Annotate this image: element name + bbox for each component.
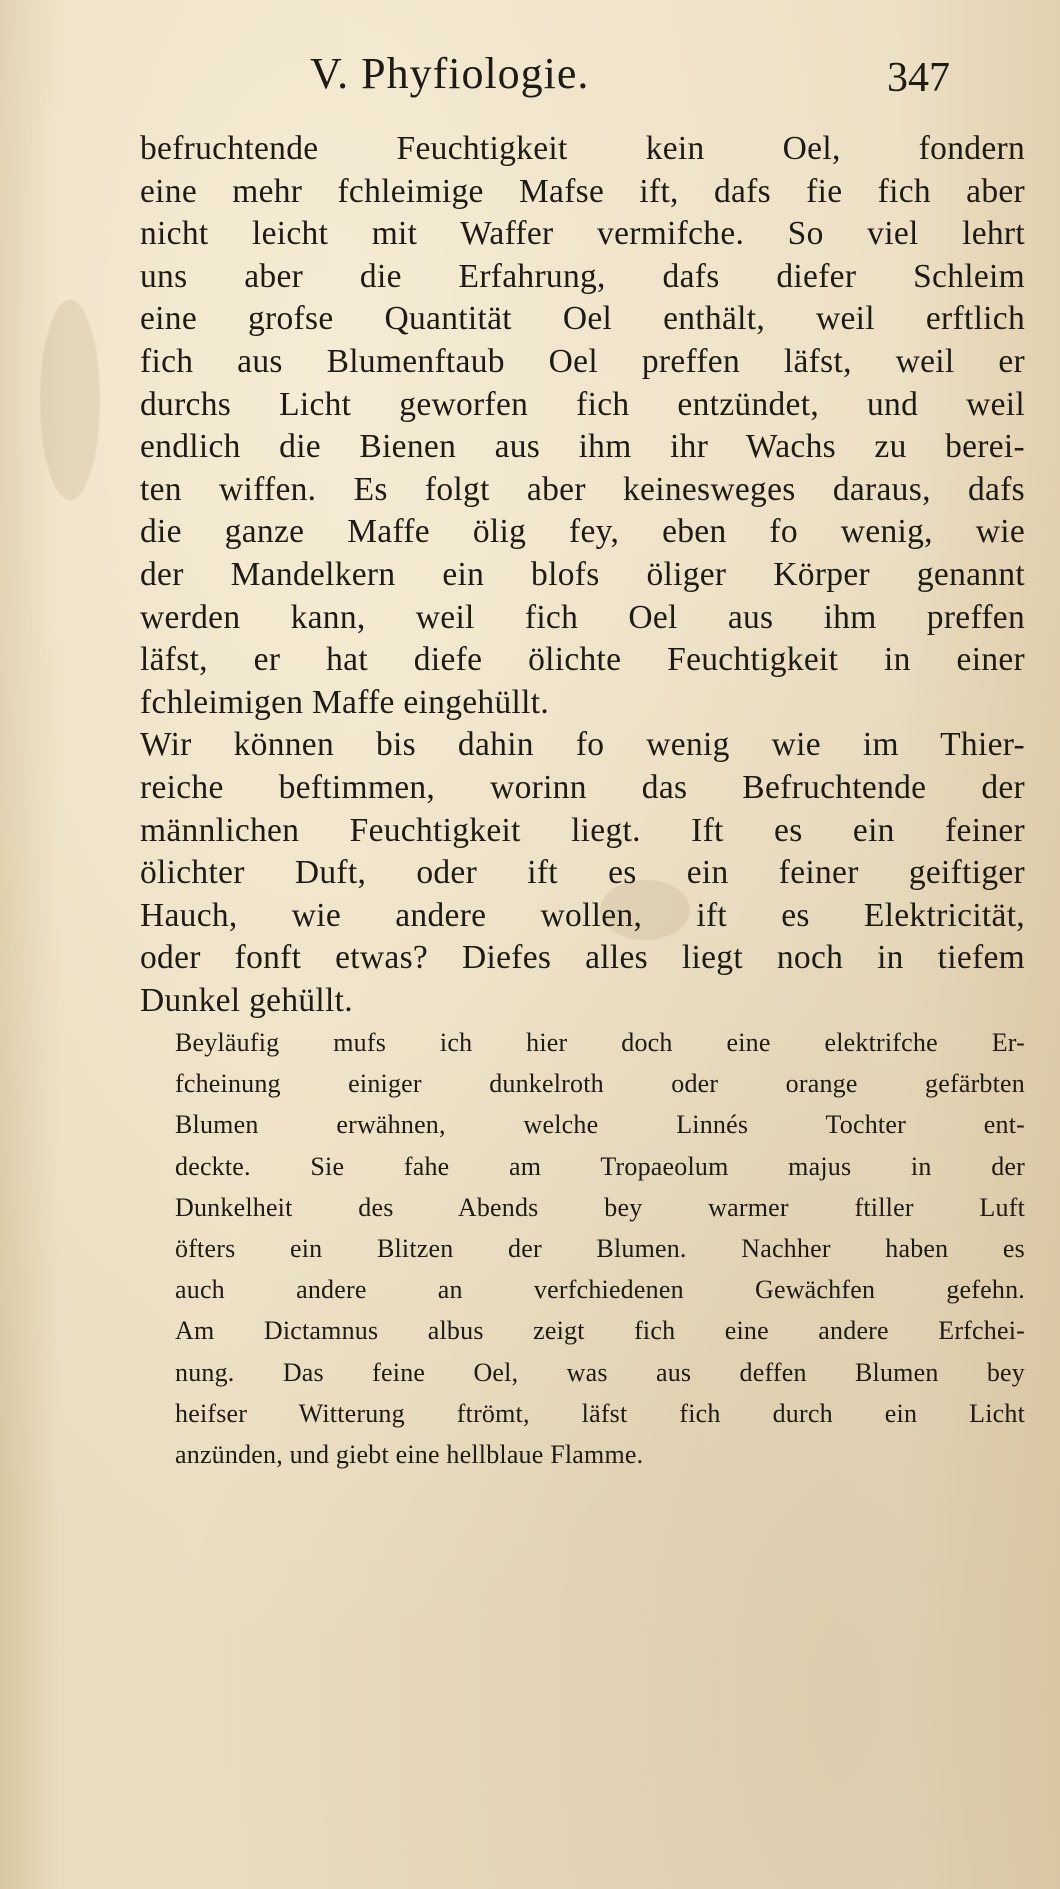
footnote-line: öfters ein Blitzen der Blumen. Nachher haben es (175, 1233, 1025, 1263)
paper-stain (40, 300, 100, 500)
footnote (175, 1022, 1025, 1475)
footnote-line: Am Dictamnus albus zeigt fich eine andere Erfchei- (175, 1316, 1025, 1346)
text-line: befruchtende Feuchtigkeit kein Oel, fondern (140, 130, 1025, 167)
text-line: eine mehr fchleimige Mafse ift, dafs fie fich aber (140, 172, 1025, 210)
text-line: durchs Licht geworfen fich entzündet, und weil (140, 385, 1025, 423)
text-line: uns aber die Erfahrung, dafs diefer Schleim (140, 257, 1025, 295)
text-line: oder fonft etwas? Diefes alles liegt noch in tiefem (140, 939, 1025, 977)
text-line: der Mandelkern ein blofs öliger Körper genannt (140, 555, 1025, 593)
footnote-line: Blumen erwähnen, welche Linnés Tochter ent- (175, 1110, 1025, 1140)
running-head: V. Phyfiologie. (310, 49, 590, 98)
text-line: Wir können bis dahin fo wenig wie im Thier- (140, 726, 1025, 764)
text-line: Hauch, wie andere wollen, ift es Elektricität, (140, 896, 1025, 934)
text-line: fich aus Blumenftaub Oel preffen läfst, weil er (140, 342, 1025, 380)
text-line: reiche beftimmen, worinn das Befruchtende der (140, 768, 1025, 806)
footnote-line: fcheinung einiger dunkelroth oder orange gefärbten (175, 1069, 1025, 1099)
text-line: die ganze Maffe ölig fey, eben fo wenig, wie (140, 513, 1025, 551)
text-line: fchleimigen Maffe eingehüllt. (140, 683, 550, 721)
footnote-line: anzünden, und giebt eine hellblaue Flamme. (175, 1439, 644, 1469)
footnote-line: auch andere an verfchiedenen Gewächfen gefehn. (175, 1275, 1025, 1305)
text-line: Dunkel gehüllt. (140, 981, 353, 1019)
footnote-line: nung. Das feine Oel, was aus deffen Blumen bey (175, 1357, 1025, 1387)
page-number: 347 (887, 55, 950, 101)
text-line: werden kann, weil fich Oel aus ihm preffen (140, 598, 1025, 636)
text-line: männlichen Feuchtigkeit liegt. Ift es ein feiner (140, 811, 1025, 849)
text-line: eine grofse Quantität Oel enthält, weil erftlich (140, 300, 1025, 338)
main-text (140, 128, 1025, 1022)
footnote-line: heifser Witterung ftrömt, läfst fich durch ein Licht (175, 1398, 1025, 1428)
text-line: nicht leicht mit Waffer vermifche. So viel lehrt (140, 215, 1025, 253)
footnote-line: Dunkelheit des Abends bey warmer ftiller Luft (175, 1192, 1025, 1222)
text-line: ten wiffen. Es folgt aber keinesweges daraus, dafs (140, 470, 1025, 508)
text-line: ölichter Duft, oder ift es ein feiner geiftiger (140, 854, 1025, 892)
footnote-line: deckte. Sie fahe am Tropaeolum majus in der (175, 1151, 1025, 1181)
page-header (310, 48, 950, 108)
text-line: läfst, er hat diefe ölichte Feuchtigkeit in einer (140, 641, 1025, 679)
footnote-line: Beyläufig mufs ich hier doch eine elektrifche Er- (175, 1028, 1025, 1057)
text-line: endlich die Bienen aus ihm ihr Wachs zu berei- (140, 428, 1025, 466)
